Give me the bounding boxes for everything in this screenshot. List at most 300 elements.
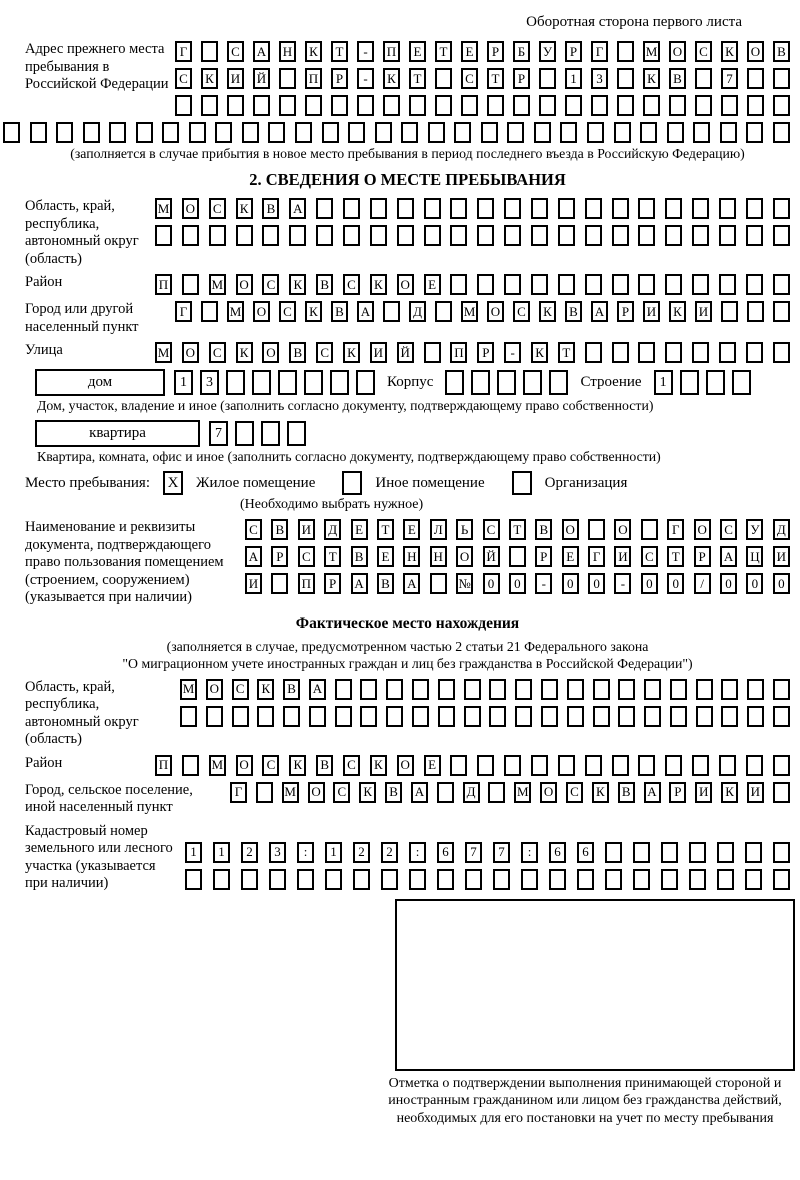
form-cell[interactable]: А — [720, 546, 737, 567]
form-cell[interactable]: К — [721, 41, 738, 62]
form-cell[interactable]: О — [487, 301, 504, 322]
form-cell[interactable] — [692, 342, 709, 363]
form-cell[interactable]: М — [643, 41, 660, 62]
form-cell[interactable] — [370, 225, 387, 246]
form-cell[interactable] — [252, 370, 271, 395]
form-cell[interactable]: К — [539, 301, 556, 322]
form-cell[interactable]: У — [746, 519, 763, 540]
form-cell[interactable]: О — [182, 198, 199, 219]
form-cell[interactable]: О — [694, 519, 711, 540]
form-cell[interactable]: К — [343, 342, 360, 363]
form-cell[interactable] — [370, 198, 387, 219]
form-cell[interactable] — [638, 274, 655, 295]
form-cell[interactable]: 0 — [641, 573, 658, 594]
form-cell[interactable] — [773, 68, 790, 89]
form-cell[interactable] — [175, 95, 192, 116]
form-cell[interactable] — [747, 706, 764, 727]
form-cell[interactable] — [746, 755, 763, 776]
form-cell[interactable]: : — [521, 842, 538, 863]
form-cell[interactable] — [638, 198, 655, 219]
form-cell[interactable] — [189, 122, 206, 143]
form-cell[interactable]: О — [236, 274, 253, 295]
form-cell[interactable] — [591, 95, 608, 116]
form-cell[interactable] — [325, 869, 342, 890]
form-cell[interactable]: И — [695, 301, 712, 322]
form-cell[interactable] — [360, 679, 377, 700]
form-cell[interactable]: Е — [424, 755, 441, 776]
form-cell[interactable] — [201, 301, 218, 322]
form-cell[interactable]: - — [504, 342, 521, 363]
form-cell[interactable]: В — [669, 68, 686, 89]
form-cell[interactable]: В — [351, 546, 368, 567]
form-cell[interactable] — [412, 679, 429, 700]
form-cell[interactable]: К — [289, 274, 306, 295]
form-cell[interactable]: 3 — [591, 68, 608, 89]
form-cell[interactable] — [747, 68, 764, 89]
form-cell[interactable]: И — [643, 301, 660, 322]
form-cell[interactable]: 2 — [241, 842, 258, 863]
form-cell[interactable] — [437, 869, 454, 890]
form-cell[interactable] — [585, 755, 602, 776]
form-cell[interactable]: К — [305, 41, 322, 62]
form-cell[interactable]: И — [370, 342, 387, 363]
form-cell[interactable] — [567, 706, 584, 727]
form-cell[interactable]: Д — [463, 782, 480, 803]
form-cell[interactable]: М — [180, 679, 197, 700]
form-cell[interactable]: К — [201, 68, 218, 89]
form-cell[interactable] — [640, 122, 657, 143]
form-cell[interactable]: - — [535, 573, 552, 594]
form-cell[interactable] — [638, 755, 655, 776]
form-cell[interactable] — [450, 755, 467, 776]
form-cell[interactable] — [665, 342, 682, 363]
form-cell[interactable]: К — [370, 274, 387, 295]
form-cell[interactable]: К — [669, 301, 686, 322]
form-cell[interactable] — [279, 95, 296, 116]
form-cell[interactable] — [717, 869, 734, 890]
form-cell[interactable] — [487, 95, 504, 116]
form-cell[interactable] — [618, 679, 635, 700]
form-cell[interactable]: Г — [667, 519, 684, 540]
form-cell[interactable] — [617, 41, 634, 62]
form-cell[interactable]: Р — [477, 342, 494, 363]
form-cell[interactable]: И — [614, 546, 631, 567]
form-cell[interactable] — [304, 370, 323, 395]
stay-type-checkbox-other[interactable] — [342, 471, 362, 495]
form-cell[interactable] — [412, 706, 429, 727]
form-cell[interactable] — [534, 122, 551, 143]
form-cell[interactable]: О — [308, 782, 325, 803]
form-cell[interactable]: 6 — [437, 842, 454, 863]
form-cell[interactable]: О — [206, 679, 223, 700]
form-cell[interactable] — [746, 198, 763, 219]
form-cell[interactable] — [283, 706, 300, 727]
form-cell[interactable]: Ц — [746, 546, 763, 567]
form-cell[interactable]: П — [155, 274, 172, 295]
form-cell[interactable] — [665, 225, 682, 246]
form-cell[interactable] — [226, 370, 245, 395]
form-cell[interactable]: С — [245, 519, 262, 540]
form-cell[interactable] — [695, 95, 712, 116]
form-cell[interactable] — [670, 706, 687, 727]
form-cell[interactable] — [201, 95, 218, 116]
form-cell[interactable] — [773, 755, 790, 776]
form-cell[interactable]: С — [262, 755, 279, 776]
form-cell[interactable]: К — [643, 68, 660, 89]
form-cell[interactable] — [692, 198, 709, 219]
form-cell[interactable] — [638, 342, 655, 363]
form-cell[interactable] — [746, 274, 763, 295]
form-cell[interactable] — [227, 95, 244, 116]
form-cell[interactable] — [612, 198, 629, 219]
form-cell[interactable]: Т — [487, 68, 504, 89]
form-cell[interactable]: Н — [403, 546, 420, 567]
form-cell[interactable]: П — [450, 342, 467, 363]
form-cell[interactable] — [515, 706, 532, 727]
form-cell[interactable]: Е — [461, 41, 478, 62]
form-cell[interactable] — [670, 679, 687, 700]
form-cell[interactable] — [560, 122, 577, 143]
form-cell[interactable] — [497, 370, 516, 395]
form-cell[interactable]: / — [694, 573, 711, 594]
form-cell[interactable]: А — [289, 198, 306, 219]
form-cell[interactable]: О — [182, 342, 199, 363]
form-cell[interactable]: 0 — [562, 573, 579, 594]
form-cell[interactable]: О — [669, 41, 686, 62]
form-cell[interactable]: 0 — [509, 573, 526, 594]
form-cell[interactable] — [348, 122, 365, 143]
form-cell[interactable]: О — [456, 546, 473, 567]
form-cell[interactable] — [269, 869, 286, 890]
form-cell[interactable] — [773, 782, 790, 803]
form-cell[interactable]: С — [227, 41, 244, 62]
form-cell[interactable] — [450, 274, 467, 295]
form-cell[interactable] — [316, 225, 333, 246]
form-cell[interactable] — [409, 869, 426, 890]
form-cell[interactable] — [386, 679, 403, 700]
form-cell[interactable]: А — [644, 782, 661, 803]
form-cell[interactable] — [305, 95, 322, 116]
form-cell[interactable] — [721, 95, 738, 116]
form-cell[interactable]: Т — [509, 519, 526, 540]
form-cell[interactable] — [539, 95, 556, 116]
form-cell[interactable] — [746, 225, 763, 246]
form-cell[interactable] — [717, 842, 734, 863]
form-cell[interactable] — [360, 706, 377, 727]
form-cell[interactable]: Й — [397, 342, 414, 363]
form-cell[interactable] — [424, 225, 441, 246]
form-cell[interactable] — [450, 225, 467, 246]
form-cell[interactable]: 6 — [549, 842, 566, 863]
form-cell[interactable] — [720, 122, 737, 143]
form-cell[interactable]: К — [721, 782, 738, 803]
form-cell[interactable]: П — [383, 41, 400, 62]
form-cell[interactable] — [773, 122, 790, 143]
form-cell[interactable] — [531, 198, 548, 219]
form-cell[interactable] — [680, 370, 699, 395]
form-cell[interactable] — [565, 95, 582, 116]
form-cell[interactable] — [773, 301, 790, 322]
form-cell[interactable]: 1 — [185, 842, 202, 863]
form-cell[interactable]: Е — [409, 41, 426, 62]
form-cell[interactable]: С — [333, 782, 350, 803]
form-cell[interactable] — [509, 546, 526, 567]
form-cell[interactable] — [665, 198, 682, 219]
form-cell[interactable]: С — [209, 342, 226, 363]
form-cell[interactable]: Р — [565, 41, 582, 62]
form-cell[interactable] — [477, 198, 494, 219]
form-cell[interactable]: К — [370, 755, 387, 776]
form-cell[interactable]: М — [209, 274, 226, 295]
form-cell[interactable] — [477, 225, 494, 246]
form-cell[interactable]: Р — [694, 546, 711, 567]
form-cell[interactable] — [721, 679, 738, 700]
form-cell[interactable]: Е — [377, 546, 394, 567]
form-cell[interactable] — [257, 706, 274, 727]
form-cell[interactable] — [746, 122, 763, 143]
form-cell[interactable] — [206, 706, 223, 727]
form-cell[interactable] — [322, 122, 339, 143]
form-cell[interactable]: М — [282, 782, 299, 803]
form-cell[interactable] — [721, 301, 738, 322]
form-cell[interactable] — [232, 706, 249, 727]
form-cell[interactable] — [773, 198, 790, 219]
form-cell[interactable]: В — [565, 301, 582, 322]
form-cell[interactable] — [450, 198, 467, 219]
form-cell[interactable] — [617, 95, 634, 116]
form-cell[interactable]: О — [397, 274, 414, 295]
form-cell[interactable]: 0 — [483, 573, 500, 594]
form-cell[interactable] — [773, 869, 790, 890]
form-cell[interactable] — [593, 706, 610, 727]
form-cell[interactable]: 3 — [269, 842, 286, 863]
form-cell[interactable]: Т — [377, 519, 394, 540]
form-cell[interactable] — [507, 122, 524, 143]
form-cell[interactable] — [531, 274, 548, 295]
form-cell[interactable] — [605, 842, 622, 863]
form-cell[interactable]: К — [359, 782, 376, 803]
form-cell[interactable]: 0 — [667, 573, 684, 594]
form-cell[interactable] — [435, 301, 452, 322]
form-cell[interactable] — [287, 421, 306, 446]
form-cell[interactable] — [515, 679, 532, 700]
form-cell[interactable]: У — [539, 41, 556, 62]
form-cell[interactable] — [695, 68, 712, 89]
form-cell[interactable] — [719, 225, 736, 246]
form-cell[interactable] — [558, 225, 575, 246]
form-cell[interactable]: 0 — [746, 573, 763, 594]
form-cell[interactable] — [773, 95, 790, 116]
form-cell[interactable] — [585, 342, 602, 363]
form-cell[interactable]: С — [641, 546, 658, 567]
form-cell[interactable]: Г — [591, 41, 608, 62]
form-cell[interactable] — [262, 225, 279, 246]
form-cell[interactable] — [309, 706, 326, 727]
form-cell[interactable]: И — [245, 573, 262, 594]
form-cell[interactable] — [773, 679, 790, 700]
form-cell[interactable] — [83, 122, 100, 143]
form-cell[interactable] — [504, 225, 521, 246]
form-cell[interactable] — [745, 842, 762, 863]
form-cell[interactable] — [612, 274, 629, 295]
form-cell[interactable] — [335, 706, 352, 727]
form-cell[interactable]: В — [618, 782, 635, 803]
form-cell[interactable] — [558, 198, 575, 219]
stay-type-checkbox-residential[interactable]: X — [163, 471, 183, 495]
form-cell[interactable]: 7 — [465, 842, 482, 863]
form-cell[interactable] — [236, 225, 253, 246]
form-cell[interactable] — [438, 679, 455, 700]
form-cell[interactable] — [644, 706, 661, 727]
form-cell[interactable] — [424, 198, 441, 219]
form-cell[interactable] — [253, 95, 270, 116]
form-cell[interactable] — [605, 869, 622, 890]
form-cell[interactable] — [523, 370, 542, 395]
form-cell[interactable] — [706, 370, 725, 395]
form-cell[interactable] — [256, 782, 273, 803]
form-cell[interactable] — [335, 679, 352, 700]
form-cell[interactable]: С — [262, 274, 279, 295]
form-cell[interactable] — [612, 342, 629, 363]
form-cell[interactable]: А — [403, 573, 420, 594]
form-cell[interactable]: В — [316, 274, 333, 295]
form-cell[interactable] — [430, 573, 447, 594]
form-cell[interactable] — [279, 68, 296, 89]
form-cell[interactable] — [201, 41, 218, 62]
form-cell[interactable] — [397, 225, 414, 246]
form-cell[interactable] — [477, 274, 494, 295]
form-cell[interactable]: Е — [562, 546, 579, 567]
form-cell[interactable] — [209, 225, 226, 246]
form-cell[interactable] — [465, 869, 482, 890]
form-cell[interactable] — [215, 122, 232, 143]
form-cell[interactable]: О — [747, 41, 764, 62]
form-cell[interactable] — [558, 274, 575, 295]
form-cell[interactable] — [541, 706, 558, 727]
form-cell[interactable]: 1 — [565, 68, 582, 89]
form-cell[interactable] — [343, 198, 360, 219]
form-cell[interactable]: 0 — [720, 573, 737, 594]
form-cell[interactable] — [295, 122, 312, 143]
form-cell[interactable]: М — [227, 301, 244, 322]
form-cell[interactable]: С — [483, 519, 500, 540]
form-cell[interactable]: К — [236, 198, 253, 219]
form-cell[interactable] — [585, 225, 602, 246]
form-cell[interactable] — [618, 706, 635, 727]
form-cell[interactable] — [719, 755, 736, 776]
form-cell[interactable]: А — [357, 301, 374, 322]
form-cell[interactable]: Е — [403, 519, 420, 540]
form-cell[interactable] — [435, 68, 452, 89]
form-cell[interactable] — [428, 122, 445, 143]
form-cell[interactable]: Т — [558, 342, 575, 363]
form-cell[interactable] — [445, 370, 464, 395]
form-cell[interactable]: 3 — [200, 370, 219, 395]
form-cell[interactable] — [424, 342, 441, 363]
form-cell[interactable] — [693, 122, 710, 143]
form-cell[interactable]: В — [262, 198, 279, 219]
form-cell[interactable] — [397, 198, 414, 219]
form-cell[interactable]: О — [397, 755, 414, 776]
form-cell[interactable] — [461, 95, 478, 116]
form-cell[interactable]: А — [591, 301, 608, 322]
form-cell[interactable]: К — [531, 342, 548, 363]
form-cell[interactable] — [271, 573, 288, 594]
form-cell[interactable]: Г — [175, 301, 192, 322]
form-cell[interactable]: А — [351, 573, 368, 594]
form-cell[interactable]: В — [377, 573, 394, 594]
form-cell[interactable]: М — [209, 755, 226, 776]
form-cell[interactable]: В — [289, 342, 306, 363]
form-cell[interactable] — [471, 370, 490, 395]
form-cell[interactable]: Й — [253, 68, 270, 89]
form-cell[interactable] — [661, 869, 678, 890]
form-cell[interactable] — [401, 122, 418, 143]
form-cell[interactable] — [617, 68, 634, 89]
form-cell[interactable]: Т — [435, 41, 452, 62]
form-cell[interactable] — [689, 842, 706, 863]
form-cell[interactable]: 7 — [209, 421, 228, 446]
form-cell[interactable]: С — [343, 755, 360, 776]
form-cell[interactable] — [669, 95, 686, 116]
form-cell[interactable]: К — [592, 782, 609, 803]
form-cell[interactable]: С — [461, 68, 478, 89]
form-cell[interactable] — [692, 225, 709, 246]
form-cell[interactable]: Д — [773, 519, 790, 540]
form-cell[interactable] — [614, 122, 631, 143]
form-cell[interactable]: С — [175, 68, 192, 89]
form-cell[interactable]: О — [540, 782, 557, 803]
form-cell[interactable] — [773, 842, 790, 863]
form-cell[interactable]: С — [316, 342, 333, 363]
form-cell[interactable] — [278, 370, 297, 395]
form-cell[interactable]: И — [773, 546, 790, 567]
form-cell[interactable]: 2 — [381, 842, 398, 863]
form-cell[interactable]: 2 — [353, 842, 370, 863]
form-cell[interactable] — [235, 421, 254, 446]
form-cell[interactable] — [438, 706, 455, 727]
form-cell[interactable] — [747, 95, 764, 116]
form-cell[interactable] — [493, 869, 510, 890]
form-cell[interactable] — [343, 225, 360, 246]
form-cell[interactable]: О — [614, 519, 631, 540]
form-cell[interactable]: И — [695, 782, 712, 803]
form-cell[interactable] — [437, 782, 454, 803]
stay-type-checkbox-organization[interactable] — [512, 471, 532, 495]
form-cell[interactable]: 0 — [588, 573, 605, 594]
form-cell[interactable]: С — [343, 274, 360, 295]
form-cell[interactable] — [587, 122, 604, 143]
form-cell[interactable] — [477, 755, 494, 776]
form-cell[interactable] — [213, 869, 230, 890]
form-cell[interactable] — [773, 342, 790, 363]
form-cell[interactable]: О — [562, 519, 579, 540]
form-cell[interactable]: 1 — [174, 370, 193, 395]
form-cell[interactable]: О — [262, 342, 279, 363]
form-cell[interactable] — [612, 225, 629, 246]
form-cell[interactable]: С — [513, 301, 530, 322]
form-cell[interactable]: О — [236, 755, 253, 776]
form-cell[interactable] — [489, 679, 506, 700]
form-cell[interactable] — [504, 755, 521, 776]
form-cell[interactable]: - — [614, 573, 631, 594]
form-cell[interactable]: Р — [271, 546, 288, 567]
form-cell[interactable] — [633, 869, 650, 890]
form-cell[interactable]: Е — [424, 274, 441, 295]
form-cell[interactable]: Р — [487, 41, 504, 62]
form-cell[interactable]: С — [209, 198, 226, 219]
form-cell[interactable] — [386, 706, 403, 727]
